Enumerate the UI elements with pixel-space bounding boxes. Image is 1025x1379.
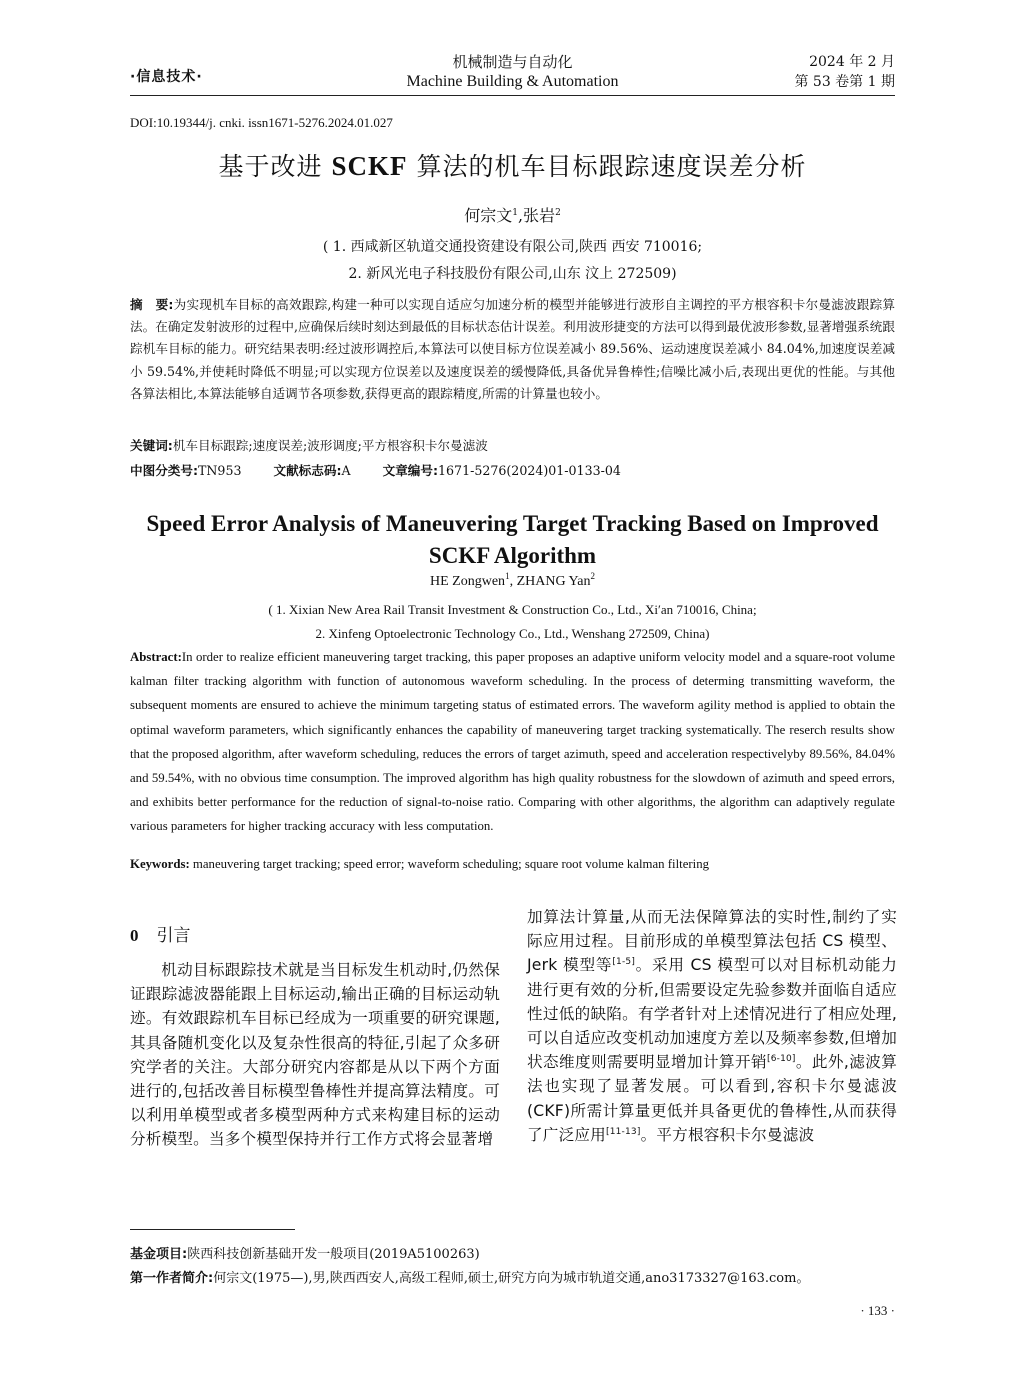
- affiliations-cn: [0, 234, 1025, 288]
- bio-text: 何宗文(1975—),男,陕西西安人,高级工程师,硕士,研究方向为城市轨道交通,ano3173327@163.com。: [213, 1271, 810, 1286]
- header-rule: [130, 95, 895, 96]
- author-1-en-sup: 1: [505, 571, 510, 581]
- affiliation-en-2: 2. Xinfeng Optoelectronic Technology Co., Ltd., Wenshang 272509, China): [315, 626, 710, 641]
- keywords-cn-label: 关键词:: [130, 438, 173, 453]
- author-sep: ,: [517, 206, 524, 225]
- journal-name-cn: 机械制造与自动化: [452, 53, 573, 71]
- author-2-sup: 2: [555, 208, 561, 218]
- abstract-en-label: Abstract:: [130, 650, 182, 664]
- page-number: · 133 ·: [860, 1303, 895, 1318]
- funding-note: [130, 1243, 480, 1262]
- body-column-left: [130, 958, 500, 1152]
- author-en-sep: ,: [509, 574, 517, 589]
- title-cn-bold: SCKF: [331, 151, 408, 181]
- doi[interactable]: DOI:10.19344/j. cnki. issn1671-5276.2024.01.027: [130, 115, 393, 130]
- authors-cn: [0, 203, 1025, 226]
- section-tag: ·信息技术·: [130, 69, 203, 85]
- author-bio: [130, 1267, 809, 1286]
- section-heading: [130, 921, 191, 946]
- footnote-rule: [130, 1229, 295, 1230]
- body-column-right: [527, 905, 897, 1147]
- issue-date: 2024 年 2 月: [809, 54, 895, 70]
- keywords-cn-text: 机车目标跟踪;速度误差;波形调度;平方根容积卡尔曼滤波: [172, 438, 488, 453]
- citation-ref[interactable]: [1-5]: [612, 957, 636, 968]
- title-en: Speed Error Analysis of Maneuvering Target Tracking Based on Improved SCKF Algorithm: [146, 511, 879, 568]
- author-1-sup: 1: [512, 208, 518, 218]
- body-text: 加算法计算量,从而无法保障算法的实时性,制约了实际应用过程。目前形成的单模型算法包括 CS 模型、Jerk 模型等: [527, 908, 897, 975]
- issue-volume: 第 53 卷第 1 期: [794, 74, 895, 90]
- body-paragraph-continued: [527, 905, 897, 1147]
- title-cn-post: 算法的机车目标跟踪速度误差分析: [407, 152, 807, 181]
- affiliation-cn-2: 2. 新风光电子科技股份有限公司,山东 汶上 272509): [348, 266, 677, 282]
- section-title: 引言: [156, 926, 191, 946]
- doc-code-value: A: [341, 463, 351, 478]
- classification-row: [130, 460, 621, 479]
- author-1-en: HE Zongwen: [430, 574, 506, 589]
- author-1-cn: 何宗文: [464, 206, 513, 225]
- body-text: 。此外,滤波算法也实现了显著发展。可以看到,容积卡尔曼滤波(CKF)所需计算量更低并具备更优的鲁棒性,从而获得了广泛应用: [527, 1053, 897, 1144]
- abstract-en-text: In order to realize efficient maneuvering target tracking, this paper proposes an adaptive uniform velocity model and a square-root volume kalman filter tracking algorithm with function of autonomous waveform scheduling. In the process of determing transmitting waveform, the subsequent moments are ensured to achieve the minimum targeting status of estimated errors. The waveform agility method is applied to obtain the optimal waveform parameters, which significantly enhances the capability of maneuvering target tracking systematically. The reserch results show that the proposed algorithm, after waveform scheduling, reduces the errors of target azimuth, speed and acceleration respectivelyby 89.56%, 84.04% and 59.54%, with no obvious time consumption. The improved algorithm has high quality robustness for the slowdown of azimuth and speed errors, and exhibits better performance for the reduction of signal-to-noise ratio. Comparing with other algorithms, the algorithm can adaptively regulate various parameters for higher tracking accuracy with less computation.: [130, 650, 895, 834]
- keywords-en-label: Keywords:: [130, 857, 190, 871]
- clc-label: 中图分类号:: [130, 463, 199, 478]
- keywords-en: [130, 857, 895, 872]
- keywords-cn: [130, 435, 895, 454]
- author-2-cn: 张岩: [523, 206, 556, 225]
- citation-ref[interactable]: [11-13]: [605, 1126, 641, 1137]
- affiliations-en: [0, 598, 1025, 646]
- funding-label: 基金项目:: [130, 1247, 188, 1262]
- affiliation-cn-1: ( 1. 西咸新区轨道交通投资建设有限公司,陕西 西安 710016;: [322, 239, 703, 255]
- body-text: 。平方根容积卡尔曼滤波: [640, 1125, 815, 1144]
- abstract-cn: [130, 294, 895, 405]
- abstract-en: [130, 645, 895, 839]
- clc-value: TN953: [198, 463, 242, 478]
- section-number: 0: [130, 926, 139, 945]
- author-2-en-sup: 2: [590, 571, 595, 581]
- article-no-label: 文章编号:: [382, 463, 439, 478]
- authors-en: [0, 571, 1025, 590]
- journal-name-en: Machine Building & Automation: [406, 73, 619, 90]
- citation-ref[interactable]: [6-10]: [766, 1054, 796, 1065]
- funding-text: 陕西科技创新基础开发一般项目(2019A5100263): [187, 1247, 480, 1262]
- title-cn-pre: 基于改进: [218, 152, 332, 181]
- body-paragraph: 机动目标跟踪技术就是当目标发生机动时,仍然保证跟踪滤波器能跟上目标运动,输出正确的目标运动轨迹。有效跟踪机车目标已经成为一项重要的研究课题,其具备随机变化以及复杂性很高的特征,引起了众多研究学者的关注。大部分研究内容都是从以下两个方面进行的,包括改善目标模型鲁棒性并提高算法精度。可以利用单模型或者多模型两种方式来构建目标的运动分析模型。当多个模型保持并行工作方式将会显著增: [130, 961, 500, 1149]
- keywords-en-text: maneuvering target tracking; speed error; waveform scheduling; square root volume kalman filtering: [189, 857, 710, 871]
- body-text: 。采用 CS 模型可以对目标机动能力进行更有效的分析,但需要设定先验参数并面临自适应性过低的缺陷。有学者针对上述情况进行了相应处理,可以自适应改变机动加速度方差以及频率参数,但增加状态维度则需要明显增加计算开销: [527, 956, 897, 1072]
- journal-name: [330, 52, 695, 92]
- issue-info: [794, 52, 895, 92]
- abstract-cn-text: 为实现机车目标的高效跟踪,构建一种可以实现自适应匀加速分析的模型并能够进行波形自主调控的平方根容积卡尔曼滤波跟踪算法。在确定发射波形的过程中,应确保后续时刻达到最低的目标状态估计误差。利用波形捷变的方法可以得到最优波形参数,显著增强系统跟踪机车目标的能力。研究结果表明:经过波形调控后,本算法可以使目标方位误差减小 89.56%、运动速度误差减小 84.04%,加速度误差减小 59.54%,并使耗时降低不明显;可以实现方位误差以及速度误差的缓慢降低,具备优异鲁棒性;信噪比减小后,表现出更优的性能。与其他各算法相比,本算法能够自适调节各项参数,获得更高的跟踪精度,所需的计算量也较小。: [130, 297, 895, 401]
- bio-label: 第一作者简介:: [130, 1271, 214, 1286]
- author-2-en: ZHANG Yan: [516, 574, 591, 589]
- abstract-cn-label: 摘 要:: [130, 297, 174, 312]
- article-no-value: 1671-5276(2024)01-0133-04: [438, 463, 621, 478]
- doc-code-label: 文献标志码:: [273, 463, 342, 478]
- title-cn: [0, 147, 1025, 183]
- affiliation-en-1: ( 1. Xixian New Area Rail Transit Investment & Construction Co., Ltd., Xi′an 710016, China;: [268, 602, 757, 617]
